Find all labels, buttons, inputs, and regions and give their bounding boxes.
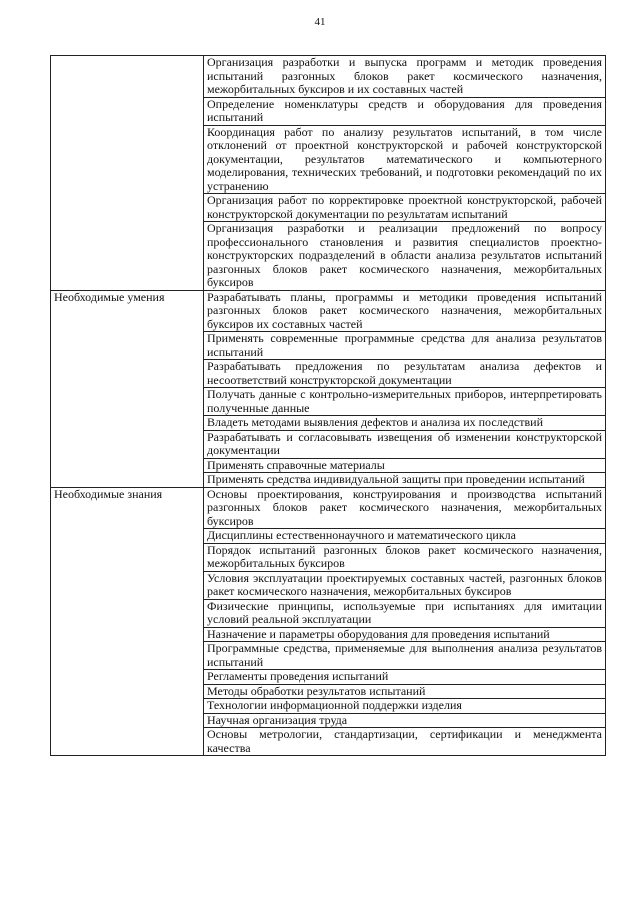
requirement-item: Владеть методами выявления дефектов и анализа их последствий (204, 416, 606, 431)
requirement-item: Технологии информационной поддержки изделия (204, 699, 606, 714)
requirement-item: Определение номенклатуры средств и оборудования для проведения испытаний (204, 97, 606, 125)
requirements-table-body (51, 56, 606, 756)
requirement-item: Физические принципы, используемые при испытаниях для имитации условий реальной эксплуатации (204, 599, 606, 627)
section-label: Необходимые умения (51, 290, 204, 487)
requirement-item: Координация работ по анализу результатов испытаний, в том числе отклонений от проектной конструкторской и рабочей конструкторской документации, результатов математического и компьютерного моделирования, технических требований, и подготовки рекомендаций по их устранению (204, 125, 606, 194)
requirements-table (50, 55, 606, 756)
section-label: Необходимые знания (51, 487, 204, 756)
requirement-item: Применять справочные материалы (204, 458, 606, 473)
table-row (51, 290, 606, 332)
requirement-item: Организация работ по корректировке проектной конструкторской, рабочей конструкторской документации по результатам испытаний (204, 194, 606, 222)
page-number: 41 (314, 16, 326, 28)
requirement-item: Условия эксплуатации проектируемых составных частей, разгонных блоков ракет космического назначения, межорбитальных буксиров (204, 571, 606, 599)
requirement-item: Применять средства индивидуальной защиты при проведении испытаний (204, 473, 606, 488)
requirement-item: Дисциплины естественнонаучного и математического цикла (204, 529, 606, 544)
requirement-item: Основы метрологии, стандартизации, сертификации и менеджмента качества (204, 728, 606, 756)
table-row (51, 487, 606, 529)
requirement-item: Основы проектирования, конструирования и производства испытаний разгонных блоков ракет космического назначения, межорбитальных буксиров (204, 487, 606, 529)
requirement-item: Разрабатывать планы, программы и методики проведения испытаний разгонных блоков ракет космического назначения, межорбитальных буксиров их составных частей (204, 290, 606, 332)
section-label (51, 56, 204, 291)
requirement-item: Разрабатывать и согласовывать извещения об изменении конструкторской документации (204, 430, 606, 458)
requirement-item: Порядок испытаний разгонных блоков ракет космического назначения, межорбитальных буксиров (204, 543, 606, 571)
requirement-item: Методы обработки результатов испытаний (204, 684, 606, 699)
requirement-item: Программные средства, применяемые для выполнения анализа результатов испытаний (204, 642, 606, 670)
requirement-item: Научная организация труда (204, 713, 606, 728)
requirement-item: Организация разработки и реализации предложений по вопросу профессионального становления и развития специалистов проектно-конструкторских подразделений в области анализа результатов испытаний разгонных блоков ракет космического назначения, межорбитальных буксиров (204, 222, 606, 291)
table-row (51, 56, 606, 98)
requirement-item: Назначение и параметры оборудования для проведения испытаний (204, 627, 606, 642)
requirement-item: Применять современные программные средства для анализа результатов испытаний (204, 332, 606, 360)
requirement-item: Организация разработки и выпуска программ и методик проведения испытаний разгонных блоков ракет космического назначения, межорбитальных буксиров и их составных частей (204, 56, 606, 98)
requirement-item: Регламенты проведения испытаний (204, 670, 606, 685)
requirement-item: Получать данные с контрольно-измерительных приборов, интерпретировать полученные данные (204, 388, 606, 416)
requirement-item: Разрабатывать предложения по результатам анализа дефектов и несоответствий конструкторской документации (204, 360, 606, 388)
